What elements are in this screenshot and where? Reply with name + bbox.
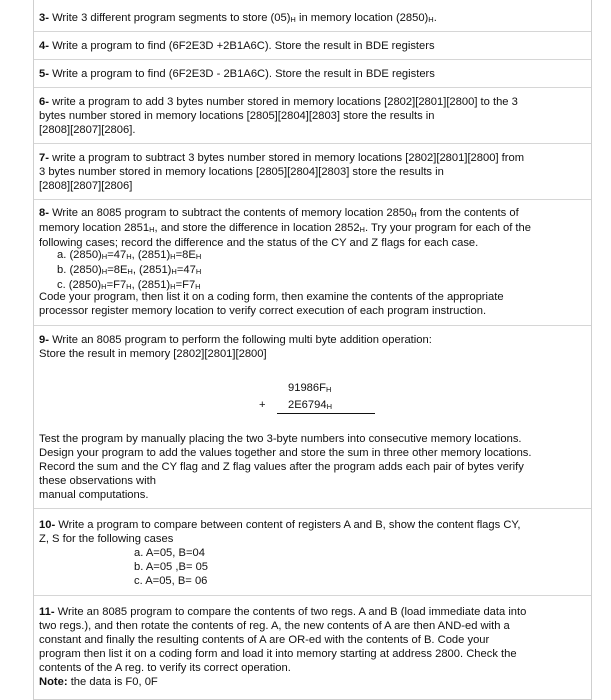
question-sheet — [33, 0, 592, 700]
addend-1: 91986FH — [288, 382, 332, 394]
question-7: 7- write a program to subtract 3 bytes number stored in memory locations [2802][2801][2800] from 3 bytes number stored in memory locations [2805][2804][2803] store the results in [2808][2807][2806] — [39, 152, 525, 192]
list-item: c. A=05, B= 06 — [134, 575, 208, 587]
divider — [34, 508, 591, 509]
question-11: 11- Write an 8085 program to compare the contents of two regs. A and B (load immediate data into two regs.), and then rotate the contents of reg. A, the new contents of A are then AND-ed with a constant and finally the resulting contents of A are OR-ed with the contents of B. Code your program then list it on a coding form and load it into memory starting at address 2800. Check the contents of the A reg. to verify its correct operation. Note: the data is F0, 0F — [39, 605, 585, 689]
divider — [34, 87, 591, 88]
list-item: a. (2850)H=47H, (2851)H=8EH — [57, 249, 202, 261]
question-10: 10- Write a program to compare between content of registers A and B, show the content flags CY, Z, S for the following cases — [39, 519, 521, 545]
list-item: b. A=05 ,B= 05 — [134, 561, 209, 573]
question-3: 3- Write 3 different program segments to store (05)H in memory location (2850)H. — [39, 12, 437, 24]
question-6: 6- write a program to add 3 bytes number stored in memory locations [2802][2801][2800] to the 3 bytes number stored in memory locations [2805][2804][2803] store the results in [2808][2807][2806]. — [39, 96, 518, 136]
question-9-tail: Test the program by manually placing the two 3-byte numbers into consecutive memory locations. Design your program to add the values together and store the sum in three other memory locations. Record the sum and the CY flag and Z flag values after the program adds each pair of bytes verify these observations with manual computations. — [39, 433, 532, 501]
question-8-cases — [57, 248, 585, 293]
question-8: 8- Write an 8085 program to subtract the contents of memory location 2850H from the contents of memory location 2851H, and store the difference in location 2852H. Try your program for each of the following cases; record the difference and the status of the CY and Z flags for each case. — [39, 207, 531, 249]
question-9: 9- Write an 8085 program to perform the following multi byte addition operation: Store the result in memory [2802][2801][2800] — [39, 334, 432, 360]
note: Note: the data is F0, 0F — [39, 676, 158, 688]
question-5: 5- Write a program to find (6F2E3D - 2B1A6C). Store the result in BDE registers — [39, 68, 435, 80]
divider — [34, 31, 591, 32]
addend-2: + 2E6794H — [259, 399, 332, 411]
list-item: c. (2850)H=F7H, (2851)H=F7H — [57, 279, 201, 291]
divider — [34, 595, 591, 596]
question-10-cases — [134, 546, 585, 588]
sum-line — [277, 413, 375, 414]
divider — [34, 325, 591, 326]
question-3-number: 3- — [39, 12, 49, 24]
plus-sign: + — [259, 399, 266, 411]
list-item: a. A=05, B=04 — [134, 547, 205, 559]
divider — [34, 59, 591, 60]
divider — [34, 143, 591, 144]
question-8-tail: Code your program, then list it on a coding form, then examine the contents of the appropriate processor register memory location to verify correct execution of each program instruction. — [39, 291, 504, 317]
list-item: b. (2850)H=8EH, (2851)H=47H — [57, 264, 202, 276]
divider — [34, 199, 591, 200]
question-4: 4- Write a program to find (6F2E3D +2B1A6C). Store the result in BDE registers — [39, 40, 435, 52]
